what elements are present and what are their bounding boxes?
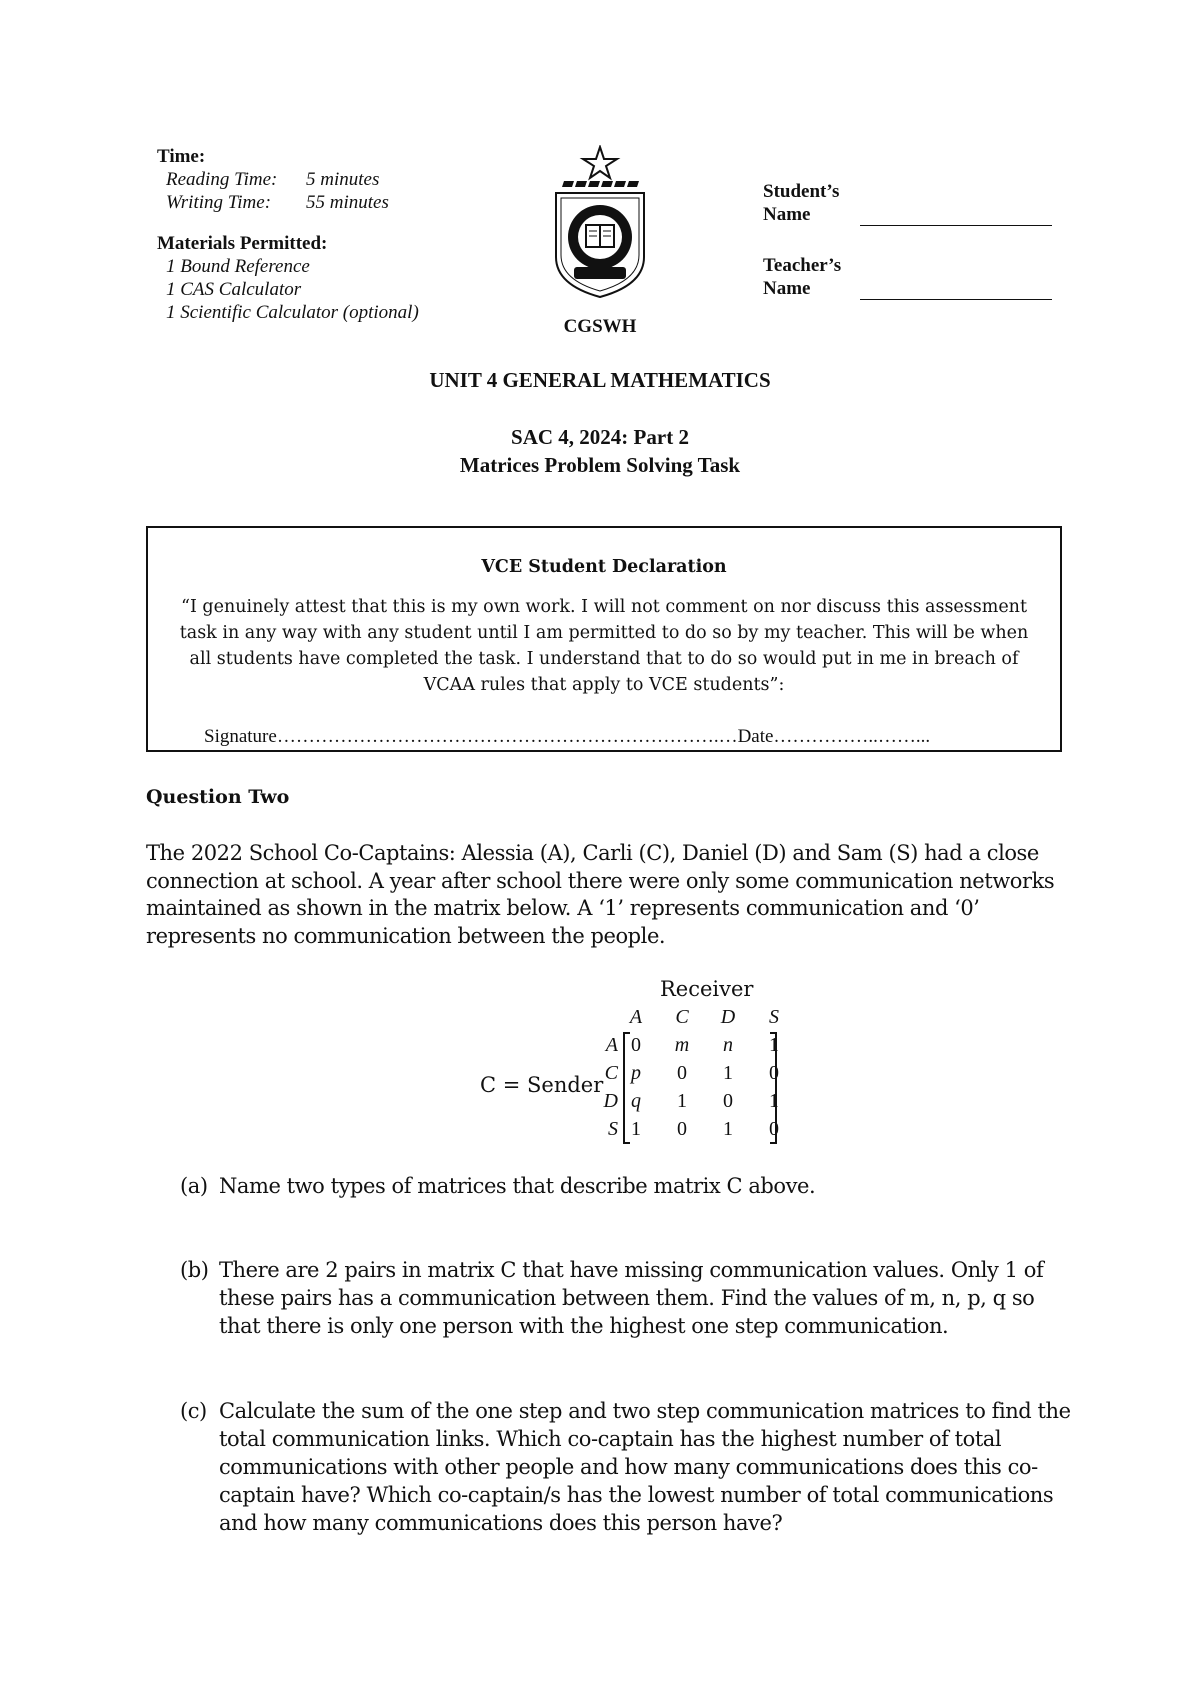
matrix-cell: 1 bbox=[631, 1118, 641, 1140]
student-name-line[interactable] bbox=[860, 225, 1052, 226]
material-item: 1 Bound Reference bbox=[166, 256, 310, 277]
matrix-cell: 0 bbox=[723, 1090, 733, 1112]
matrix-cell: 1 bbox=[723, 1118, 733, 1140]
signature-line[interactable]: Signature…………………………………………………………….…Date……………..……... bbox=[204, 726, 931, 747]
material-item: 1 Scientific Calculator (optional) bbox=[166, 302, 419, 323]
unit-title: UNIT 4 GENERAL MATHEMATICS bbox=[429, 368, 771, 392]
matrix-cell: p bbox=[631, 1062, 641, 1084]
part-text: Name two types of matrices that describe matrix C above. bbox=[219, 1174, 816, 1198]
task-title: Matrices Problem Solving Task bbox=[459, 453, 741, 477]
matrix-cell: 1 bbox=[769, 1090, 779, 1112]
part-text: Calculate the sum of the one step and two step communication matrices to find the total communication links. Which co-captain has the highest number of total communications with other people and how many communications does this co-captain have? Which co-captain/s has the lowest number of total communications and how many communications does this person have? bbox=[219, 1399, 1071, 1535]
part-label: (b) bbox=[180, 1258, 209, 1282]
declaration-title: VCE Student Declaration bbox=[481, 557, 727, 577]
matrix-cell: 1 bbox=[677, 1090, 687, 1112]
writing-time-value: 55 minutes bbox=[306, 192, 389, 213]
matrix-sender-label: C = Sender bbox=[480, 1073, 604, 1097]
matrix-col-label: A bbox=[629, 1006, 643, 1028]
matrix-row-label: D bbox=[603, 1090, 618, 1112]
declaration-text: “I genuinely attest that this is my own work. I will not comment on nor discuss this assessment task in any way with any student until I am permitted to do so by my teacher. This will be when all students have completed the task. I understand that to do so would put in me in breach of VCAA rules that apply to VCE students”: bbox=[179, 597, 1029, 695]
student-label: Student’s bbox=[763, 181, 840, 202]
teacher-name-label: Name bbox=[763, 278, 811, 299]
declaration-box bbox=[146, 526, 1062, 752]
matrix-col-label: C bbox=[675, 1006, 689, 1028]
writing-time-label: Writing Time: bbox=[166, 192, 272, 213]
part-label: (c) bbox=[180, 1399, 207, 1423]
materials-label: Materials Permitted: bbox=[157, 233, 328, 254]
part-text: There are 2 pairs in matrix C that have missing communication values. Only 1 of these pairs has a communication between them. Find the values of m, n, p, q so that there is only one person with the highest one step communication. bbox=[219, 1258, 1044, 1338]
matrix-col-label: S bbox=[769, 1006, 779, 1028]
matrix-cell: 1 bbox=[769, 1034, 779, 1056]
matrix-cell: 0 bbox=[677, 1062, 687, 1084]
teacher-label: Teacher’s bbox=[763, 255, 842, 276]
matrix-row-label: C bbox=[604, 1062, 618, 1084]
question-heading: Question Two bbox=[146, 786, 290, 808]
matrix-cell: 0 bbox=[677, 1118, 687, 1140]
matrix-cell: 0 bbox=[769, 1062, 779, 1084]
matrix-cell: 0 bbox=[769, 1118, 779, 1140]
matrix-cell: q bbox=[631, 1090, 641, 1112]
matrix-row-label: S bbox=[608, 1118, 618, 1140]
matrix-row-label: A bbox=[605, 1034, 618, 1056]
question-intro: The 2022 School Co-Captains: Alessia (A), Carli (C), Daniel (D) and Sam (S) had a close connection at school. A year after school there were only some communication networks maintained as shown in the matrix below. A ‘1’ represents communication and ‘0’ represents no communication between the people. bbox=[146, 841, 1055, 948]
matrix-col-label: D bbox=[720, 1006, 736, 1028]
exam-info bbox=[157, 145, 419, 324]
matrix-cell: n bbox=[723, 1034, 733, 1056]
time-label: Time: bbox=[157, 146, 206, 167]
matrix-receiver-label: Receiver bbox=[660, 977, 754, 1001]
student-name-label: Name bbox=[763, 204, 811, 225]
part-label: (a) bbox=[180, 1174, 208, 1198]
sac-title: SAC 4, 2024: Part 2 bbox=[511, 425, 689, 449]
matrix-cell: 1 bbox=[723, 1062, 733, 1084]
reading-time-value: 5 minutes bbox=[306, 169, 380, 190]
teacher-name-line[interactable] bbox=[860, 299, 1052, 300]
crest-caption: CGSWH bbox=[563, 316, 637, 337]
reading-time-label: Reading Time: bbox=[166, 169, 278, 190]
matrix-cell: 0 bbox=[631, 1034, 641, 1056]
school-crest-icon bbox=[548, 145, 652, 310]
matrix-cell: m bbox=[674, 1034, 690, 1056]
material-item: 1 CAS Calculator bbox=[166, 279, 302, 300]
